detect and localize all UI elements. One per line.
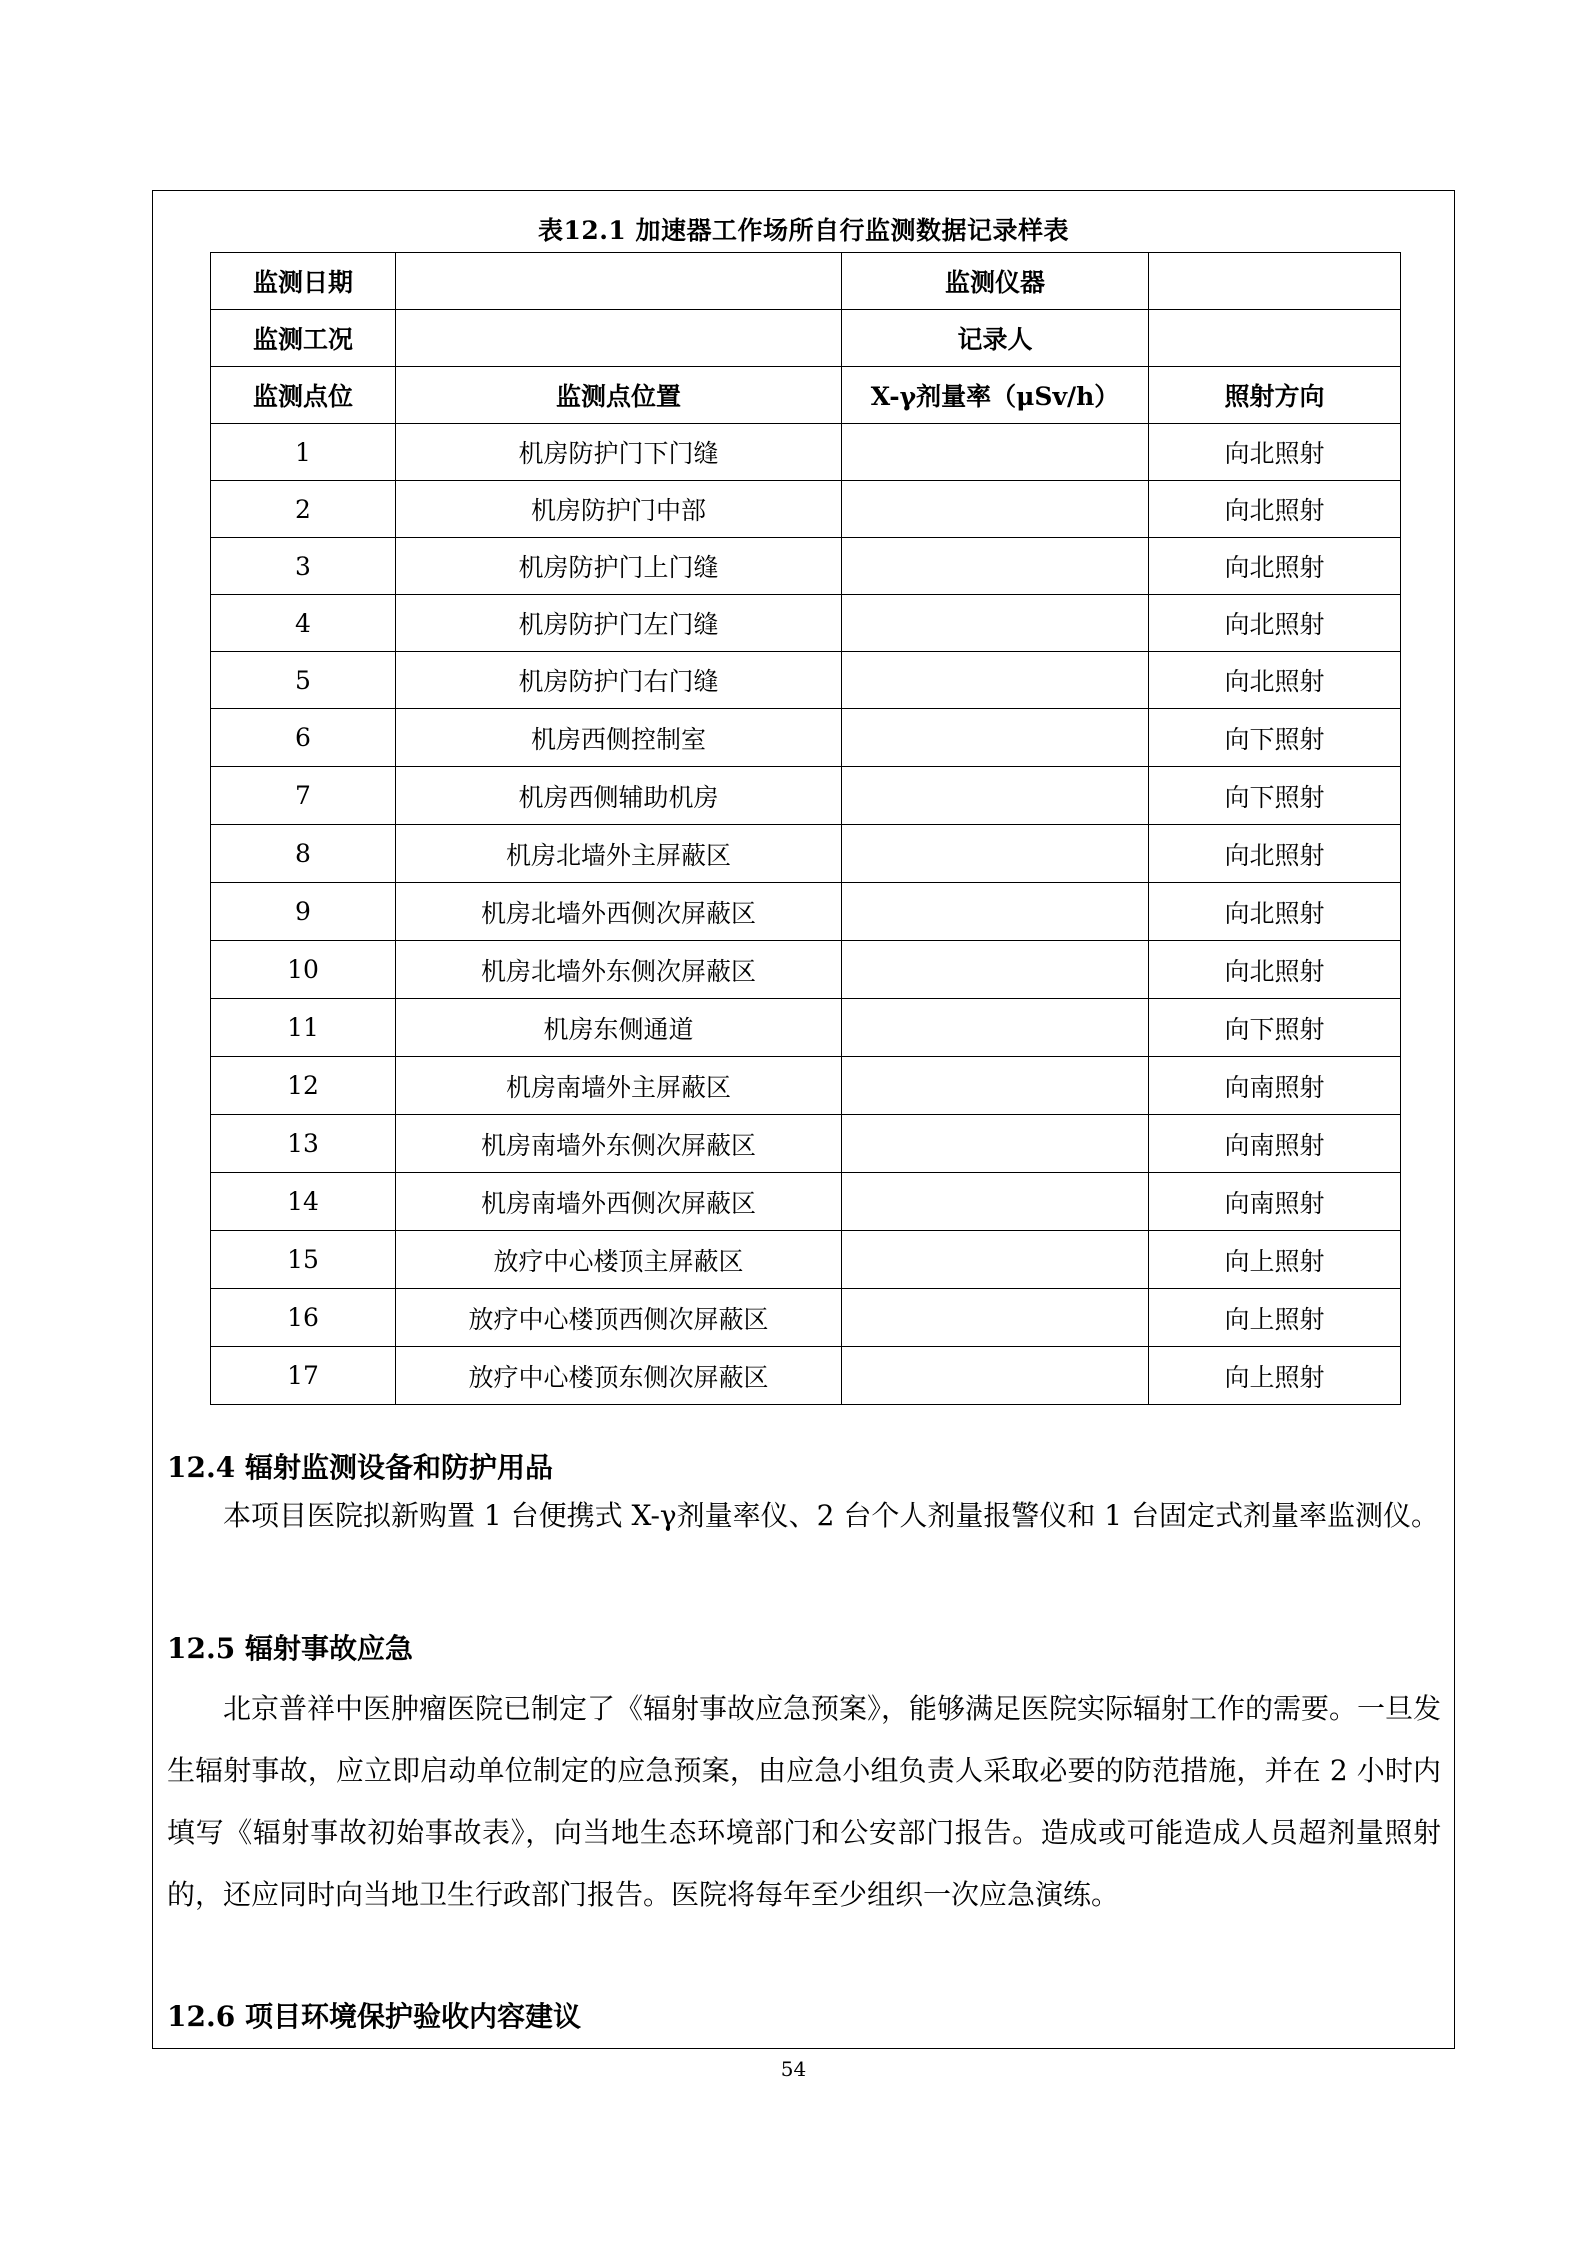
rate-cell xyxy=(842,1231,1149,1289)
location-cell: 机房南墙外主屏蔽区 xyxy=(396,1057,842,1115)
location-cell: 机房防护门左门缝 xyxy=(396,595,842,652)
location-cell: 机房西侧辅助机房 xyxy=(396,767,842,825)
direction-cell: 向北照射 xyxy=(1149,595,1401,652)
rate-cell xyxy=(842,1347,1149,1405)
direction-cell: 向北照射 xyxy=(1149,883,1401,941)
section-12-4-text: 本项目医院拟新购置 1 台便携式 X-γ剂量率仪、2 台个人剂量报警仪和 1 台固定式剂量率监测仪。 xyxy=(223,1499,1439,1532)
point-number-cell: 5 xyxy=(211,652,396,709)
table-row xyxy=(211,1057,1401,1115)
location-cell: 机房防护门右门缝 xyxy=(396,652,842,709)
section-12-6-title: 12.6 项目环境保护验收内容建议 xyxy=(167,2000,581,2033)
table-row xyxy=(211,595,1401,652)
direction-cell: 向北照射 xyxy=(1149,652,1401,709)
location-cell: 机房东侧通道 xyxy=(396,999,842,1057)
location-cell: 放疗中心楼顶主屏蔽区 xyxy=(396,1231,842,1289)
table-row xyxy=(211,1231,1401,1289)
point-number-cell: 11 xyxy=(211,999,396,1057)
point-number-cell: 3 xyxy=(211,538,396,595)
column-header-direction: 照射方向 xyxy=(1149,367,1401,424)
table-row xyxy=(211,481,1401,538)
page-frame xyxy=(152,190,1455,2049)
direction-cell: 向北照射 xyxy=(1149,941,1401,999)
direction-cell: 向下照射 xyxy=(1149,709,1401,767)
condition-value-cell xyxy=(396,310,842,367)
direction-cell: 向上照射 xyxy=(1149,1289,1401,1347)
rate-cell xyxy=(842,1173,1149,1231)
point-number-cell: 1 xyxy=(211,424,396,481)
rate-cell xyxy=(842,595,1149,652)
point-number-cell: 14 xyxy=(211,1173,396,1231)
point-number-cell: 12 xyxy=(211,1057,396,1115)
column-header-row xyxy=(211,367,1401,424)
direction-cell: 向南照射 xyxy=(1149,1057,1401,1115)
direction-cell: 向北照射 xyxy=(1149,825,1401,883)
table-row xyxy=(211,1289,1401,1347)
monitoring-record-table xyxy=(210,252,1401,1405)
location-cell: 机房防护门上门缝 xyxy=(396,538,842,595)
location-cell: 机房南墙外西侧次屏蔽区 xyxy=(396,1173,842,1231)
rate-cell xyxy=(842,709,1149,767)
point-number-cell: 9 xyxy=(211,883,396,941)
direction-cell: 向北照射 xyxy=(1149,481,1401,538)
instrument-label: 监测仪器 xyxy=(842,253,1149,310)
rate-cell xyxy=(842,941,1149,999)
direction-cell: 向下照射 xyxy=(1149,999,1401,1057)
point-number-cell: 7 xyxy=(211,767,396,825)
table-row xyxy=(211,825,1401,883)
rate-cell xyxy=(842,652,1149,709)
table-row xyxy=(211,1115,1401,1173)
meta-row-date xyxy=(211,253,1401,310)
column-header-rate: X-γ剂量率（μSv/h） xyxy=(842,367,1149,424)
table-row xyxy=(211,883,1401,941)
table-row xyxy=(211,709,1401,767)
location-cell: 机房西侧控制室 xyxy=(396,709,842,767)
rate-cell xyxy=(842,424,1149,481)
rate-cell xyxy=(842,481,1149,538)
rate-cell xyxy=(842,1115,1149,1173)
table-row xyxy=(211,424,1401,481)
section-12-5-text: 北京普祥中医肿瘤医院已制定了《辐射事故应急预案》，能够满足医院实际辐射工作的需要。一旦发生辐射事故，应立即启动单位制定的应急预案，由应急小组负责人采取必要的防范措施，并在 2 小时内填写《辐射事故初始事故表》，向当地生态环境部门和公安部门报告。造成或可能造成人员超剂量照射的，还应同时向当地卫生行政部门报告。医院将每年至少组织一次应急演练。 xyxy=(167,1692,1442,1911)
point-number-cell: 8 xyxy=(211,825,396,883)
rate-cell xyxy=(842,1057,1149,1115)
rate-cell xyxy=(842,825,1149,883)
location-cell: 放疗中心楼顶西侧次屏蔽区 xyxy=(396,1289,842,1347)
table-row xyxy=(211,999,1401,1057)
location-cell: 机房北墙外西侧次屏蔽区 xyxy=(396,883,842,941)
direction-cell: 向上照射 xyxy=(1149,1231,1401,1289)
direction-cell: 向北照射 xyxy=(1149,424,1401,481)
date-value-cell xyxy=(396,253,842,310)
point-number-cell: 10 xyxy=(211,941,396,999)
point-number-cell: 6 xyxy=(211,709,396,767)
direction-cell: 向南照射 xyxy=(1149,1173,1401,1231)
rate-cell xyxy=(842,883,1149,941)
rate-cell xyxy=(842,1289,1149,1347)
table-row xyxy=(211,538,1401,595)
direction-cell: 向上照射 xyxy=(1149,1347,1401,1405)
recorder-value-cell xyxy=(1149,310,1401,367)
point-number-cell: 15 xyxy=(211,1231,396,1289)
location-cell: 机房南墙外东侧次屏蔽区 xyxy=(396,1115,842,1173)
table-row xyxy=(211,652,1401,709)
section-12-5-title: 12.5 辐射事故应急 xyxy=(167,1632,413,1665)
direction-cell: 向南照射 xyxy=(1149,1115,1401,1173)
point-number-cell: 17 xyxy=(211,1347,396,1405)
table-row xyxy=(211,941,1401,999)
direction-cell: 向北照射 xyxy=(1149,538,1401,595)
condition-label: 监测工况 xyxy=(211,310,396,367)
rate-cell xyxy=(842,999,1149,1057)
table-row xyxy=(211,1347,1401,1405)
point-number-cell: 16 xyxy=(211,1289,396,1347)
point-number-cell: 2 xyxy=(211,481,396,538)
column-header-location: 监测点位置 xyxy=(396,367,842,424)
meta-row-condition xyxy=(211,310,1401,367)
table-row xyxy=(211,767,1401,825)
page-number: 54 xyxy=(780,2057,807,2081)
table-caption: 表12.1 加速器工作场所自行监测数据记录样表 xyxy=(537,216,1070,245)
rate-cell xyxy=(842,767,1149,825)
point-number-cell: 13 xyxy=(211,1115,396,1173)
location-cell: 机房防护门下门缝 xyxy=(396,424,842,481)
column-header-point: 监测点位 xyxy=(211,367,396,424)
section-12-4-title: 12.4 辐射监测设备和防护用品 xyxy=(167,1451,553,1484)
location-cell: 机房北墙外主屏蔽区 xyxy=(396,825,842,883)
table-row xyxy=(211,1173,1401,1231)
direction-cell: 向下照射 xyxy=(1149,767,1401,825)
point-number-cell: 4 xyxy=(211,595,396,652)
instrument-value-cell xyxy=(1149,253,1401,310)
location-cell: 机房防护门中部 xyxy=(396,481,842,538)
date-label: 监测日期 xyxy=(211,253,396,310)
location-cell: 放疗中心楼顶东侧次屏蔽区 xyxy=(396,1347,842,1405)
rate-cell xyxy=(842,538,1149,595)
location-cell: 机房北墙外东侧次屏蔽区 xyxy=(396,941,842,999)
recorder-label: 记录人 xyxy=(842,310,1149,367)
